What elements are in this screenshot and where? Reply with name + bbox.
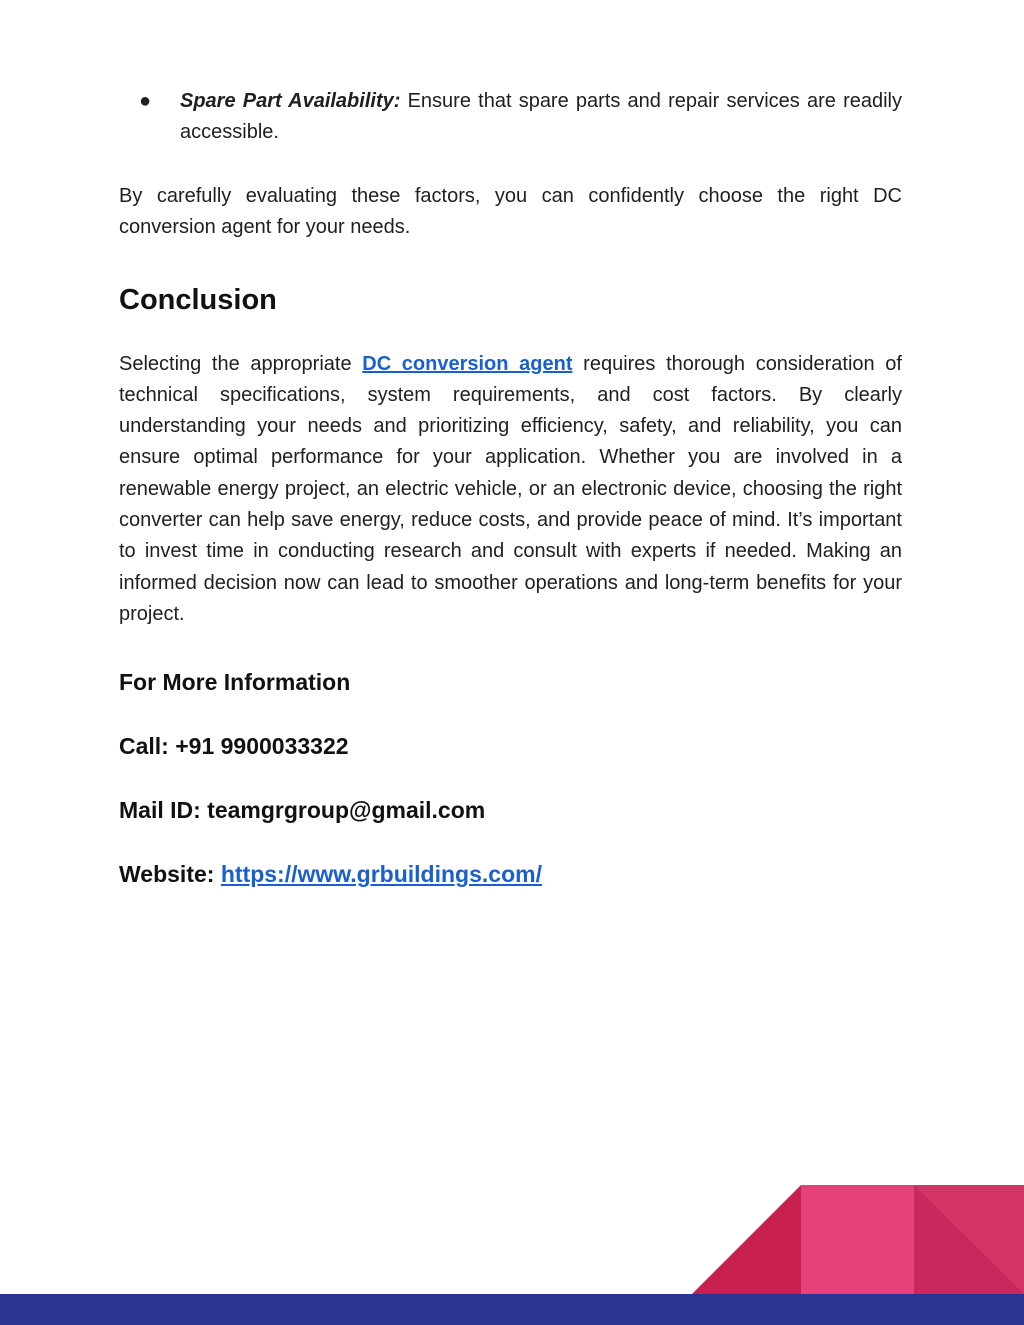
corner-rose-shape [914, 1185, 1024, 1294]
bullet-term: Spare Part Availability: [180, 90, 401, 112]
call-label: Call: [119, 733, 169, 760]
email-address: teamgrgroup@gmail.com [207, 797, 486, 824]
footer-bar [0, 1294, 1024, 1325]
website-link[interactable]: https://www.grbuildings.com/ [220, 861, 542, 888]
more-info-title: For More Information [119, 669, 351, 696]
evaluation-paragraph: By carefully evaluating these factors, you can confidently choose the right DC conversion agent for your needs. [119, 185, 902, 239]
website-label: Website: [119, 861, 215, 888]
dc-conversion-agent-link[interactable]: DC conversion agent [362, 352, 573, 375]
call-line [119, 731, 902, 761]
conclusion-paragraph [119, 349, 902, 631]
corner-shadow-shape [914, 1185, 1024, 1294]
bullet-marker: ● [139, 90, 152, 112]
conclusion-heading: Conclusion [119, 283, 277, 316]
corner-dark-pink-shape [692, 1185, 801, 1294]
mail-label: Mail ID: [119, 797, 201, 824]
conclusion-text-rest: requires thorough consideration of technical specifications, system requirements, and cost factors. By clearly understanding your needs and prioritizing efficiency, safety, and reliability, you can ensure optimal performance for your application. Whether you are involved in a renewable energy project, an electric vehicle, or an electronic device, choosing the right converter can help save energy, reduce costs, and provide peace of mind. It’s important to invest time in conducting research and consult with experts if needed. Making an informed decision now can lead to smoother operations and long-term benefits for your project. [119, 352, 902, 625]
conclusion-text-start: Selecting the appropriate [119, 352, 363, 375]
corner-pink-block [801, 1185, 914, 1294]
bullet-text: Ensure that spare parts and repair services are readily accessible. [180, 90, 902, 143]
website-line [119, 859, 902, 889]
mail-line [119, 795, 902, 825]
phone-number: +91 9900033322 [175, 733, 349, 760]
bullet-item-spare-part [119, 86, 902, 148]
document-body [119, 86, 902, 889]
